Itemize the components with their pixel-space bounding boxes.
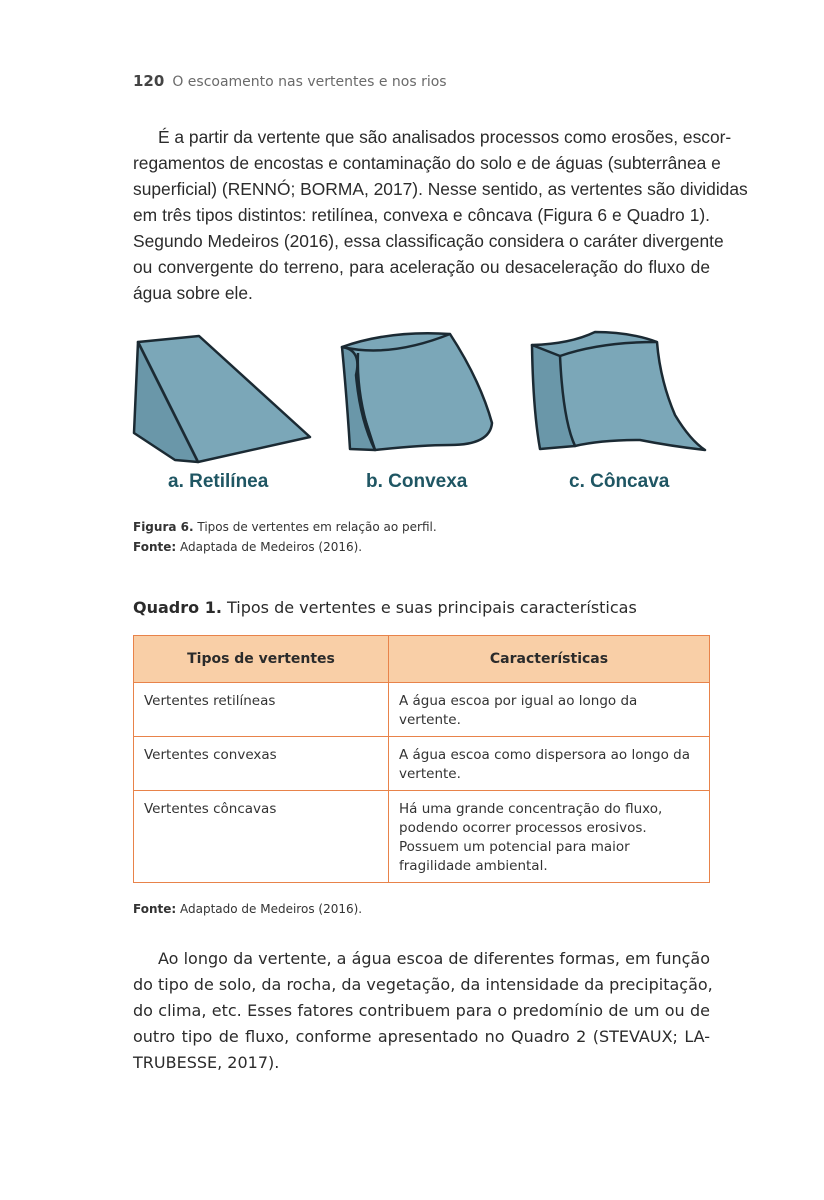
convexa-block-diagram <box>342 333 492 450</box>
caption-text: Tipos de vertentes em relação ao perfil. <box>197 520 437 534</box>
paragraph-line: em três tipos distintos: retilínea, convexa e côncava (Figura 6 e Quadro 1). <box>133 205 710 225</box>
paragraph-line: água sobre ele. <box>133 283 253 303</box>
quadro-source-label: Fonte: <box>133 902 177 916</box>
table-cell-caracteristicas: Há uma grande concentração do fluxo, podendo ocorrer processos erosivos. Possuem um potencial para maior fragilidade ambiental. <box>389 791 710 883</box>
figure-slope-types <box>130 320 720 505</box>
table-header-row <box>134 636 710 683</box>
quadro-title-label: Quadro 1. <box>133 598 222 617</box>
paragraph-line: ou convergente do terreno, para aceleração ou desaceleração do fluxo de <box>133 257 710 277</box>
quadro-table <box>133 635 710 883</box>
quadro-source <box>133 902 362 916</box>
paragraph-line: Segundo Medeiros (2016), essa classificação considera o caráter divergente <box>133 231 724 251</box>
slope-diagrams <box>130 320 720 470</box>
figure-caption <box>133 517 437 557</box>
table-row <box>134 737 710 791</box>
paragraph-intro <box>133 124 748 306</box>
paragraph-flow <box>133 946 713 1076</box>
table-cell-tipo: Vertentes retilíneas <box>134 683 389 737</box>
table-cell-tipo: Vertentes côncavas <box>134 791 389 883</box>
figure-source-text: Adaptada de Medeiros (2016). <box>180 540 363 554</box>
figure-label-concava: c. Côncava <box>569 471 670 492</box>
paragraph-line: É a partir da vertente que são analisados processos como erosões, escor- <box>158 127 732 147</box>
quadro-title-text: Tipos de vertentes e suas principais características <box>227 598 637 617</box>
paragraph-line: regamentos de encostas e contaminação do solo e de águas (subterrânea e <box>133 153 721 173</box>
concava-block-diagram <box>532 332 705 450</box>
table-row <box>134 791 710 883</box>
table-cell-caracteristicas: A água escoa como dispersora ao longo da vertente. <box>389 737 710 791</box>
retilinea-block-diagram <box>134 336 310 462</box>
paragraph-line: do tipo de solo, da rocha, da vegetação, da intensidade da precipitação, <box>133 975 713 994</box>
table-header-tipos: Tipos de vertentes <box>134 636 389 683</box>
paragraph-line: Ao longo da vertente, a água escoa de diferentes formas, em função <box>158 949 710 968</box>
figure-label-convexa: b. Convexa <box>366 471 468 492</box>
paragraph-line: outro tipo de fluxo, conforme apresentado no Quadro 2 (STEVAUX; LA- <box>133 1027 710 1046</box>
table-row <box>134 683 710 737</box>
table-cell-caracteristicas: A água escoa por igual ao longo da vertente. <box>389 683 710 737</box>
table-cell-tipo: Vertentes convexas <box>134 737 389 791</box>
figure-label-retilinea: a. Retilínea <box>168 471 269 492</box>
caption-label: Figura 6. <box>133 520 194 534</box>
figure-source-label: Fonte: <box>133 540 177 554</box>
page-number: 120 <box>133 72 165 90</box>
running-header <box>133 72 447 90</box>
table-header-caracteristicas: Características <box>389 636 710 683</box>
running-title: O escoamento nas vertentes e nos rios <box>172 74 447 90</box>
quadro-source-text: Adaptado de Medeiros (2016). <box>180 902 363 916</box>
quadro-title <box>133 598 637 617</box>
paragraph-line: TRUBESSE, 2017). <box>133 1053 280 1072</box>
paragraph-line: do clima, etc. Esses fatores contribuem para o predomínio de um ou de <box>133 1001 710 1020</box>
paragraph-line: superficial) (RENNÓ; BORMA, 2017). Nesse sentido, as vertentes são divididas <box>133 179 748 199</box>
